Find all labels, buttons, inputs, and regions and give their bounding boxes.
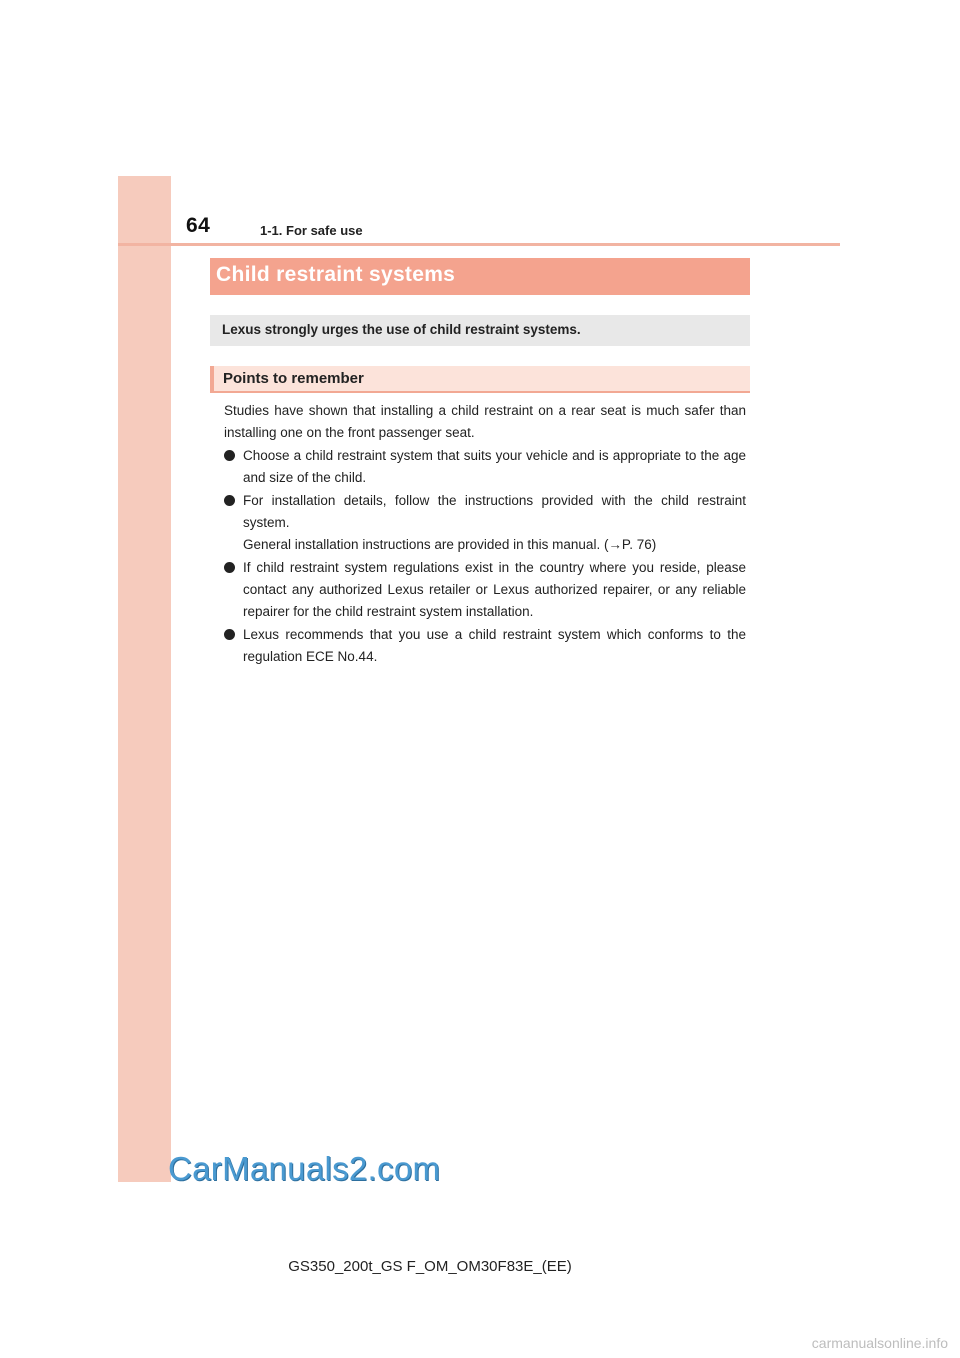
- subsection-heading: Points to remember: [223, 370, 364, 387]
- intro-text: Lexus strongly urges the use of child restraint systems.: [222, 322, 581, 337]
- bullet-icon: [224, 450, 235, 461]
- page-number: 64: [186, 214, 211, 237]
- bullet-icon: [224, 495, 235, 506]
- footer: [0, 1258, 700, 1275]
- side-band: [118, 176, 171, 1182]
- list-item: [224, 624, 746, 668]
- header-rule: [118, 243, 840, 246]
- intro-box: [210, 315, 750, 346]
- intro-paragraph: Studies have shown that installing a child restraint on a rear seat is much safer than installing one on the front passenger seat.: [224, 403, 746, 440]
- bullet-text: If child restraint system regulations exist in the country where you reside, please contact any authorized Lexus retailer or Lexus authorized repairer, or any reliable repairer for the child restraint system installation.: [243, 560, 746, 619]
- bullet-text: Lexus recommends that you use a child restraint system which conforms to the regulation ECE No.44.: [243, 627, 746, 664]
- bullet-text: General installation instructions are provided in this manual. (→P. 76): [243, 537, 657, 552]
- page-title: Child restraint systems: [216, 263, 456, 286]
- title-bar: [210, 258, 750, 295]
- footer-code: GS350_200t_GS F_OM_OM30F83E_(EE): [288, 1258, 572, 1275]
- bullet-text: For installation details, follow the instructions provided with the child restraint system.: [243, 493, 746, 530]
- bullet-text: Choose a child restraint system that suits your vehicle and is appropriate to the age and size of the child.: [243, 448, 746, 485]
- watermark: CarManuals2.com: [168, 1150, 441, 1187]
- list-item: [224, 445, 746, 489]
- list-item: [224, 557, 746, 623]
- list-item: [224, 490, 746, 556]
- section-label: 1-1. For safe use: [260, 223, 363, 238]
- bullet-icon: [224, 562, 235, 573]
- bullet-list: [224, 445, 746, 668]
- bullet-icon: [224, 629, 235, 640]
- site-watermark: carmanualsonline.info: [811, 1335, 948, 1351]
- subsection-heading-bar: [210, 366, 750, 393]
- body-text: [224, 400, 746, 668]
